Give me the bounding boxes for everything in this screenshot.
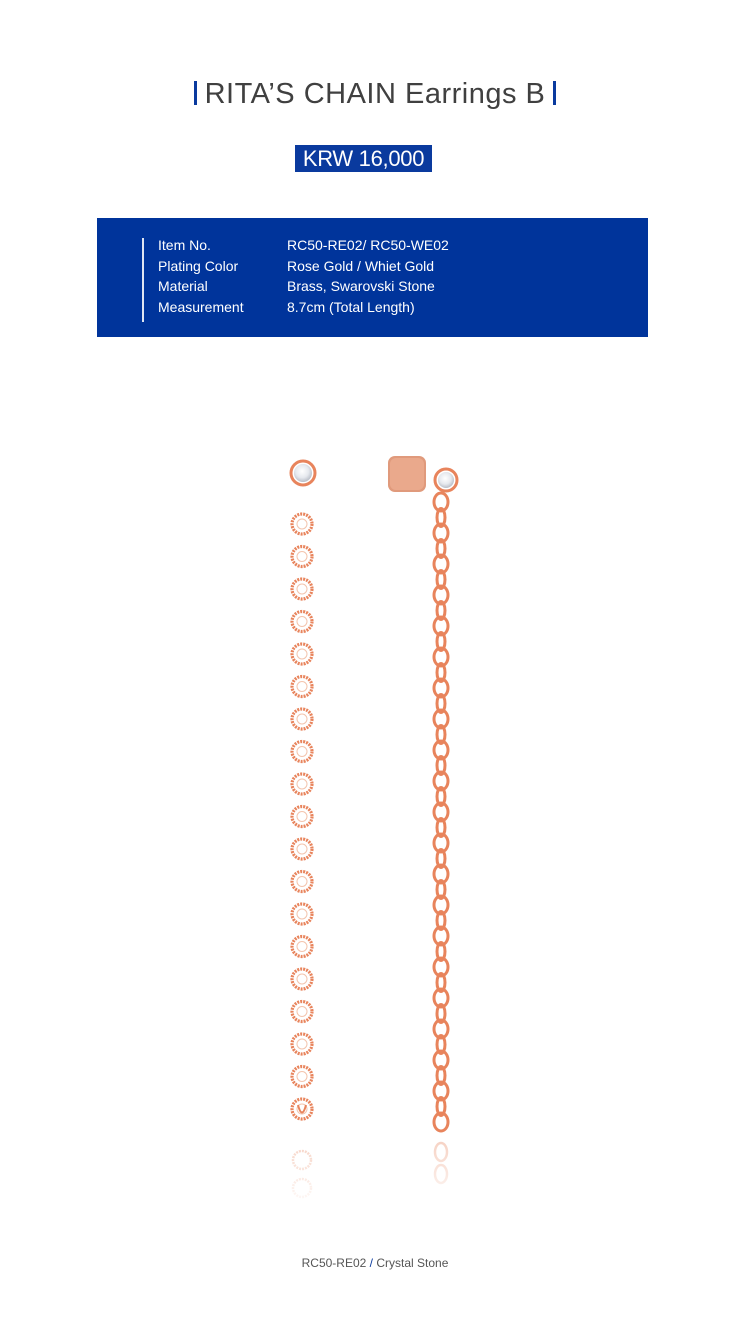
spec-row-material	[158, 276, 435, 296]
chain-link	[292, 839, 312, 859]
product-title	[0, 78, 750, 111]
spec-panel	[97, 218, 648, 337]
caption-code: RC50-RE02	[301, 1256, 367, 1270]
spec-value: Rose Gold / Whiet Gold	[287, 258, 435, 274]
caption-stone: Crystal Stone	[376, 1256, 449, 1270]
product-image	[270, 440, 490, 1210]
caption-separator: /	[369, 1256, 373, 1270]
earrings-illustration	[270, 440, 490, 1210]
chain-link	[292, 1099, 312, 1119]
earring-reflection	[270, 1140, 490, 1210]
chain-link	[292, 612, 312, 632]
spec-label: Plating Color	[158, 258, 239, 274]
chain-link	[292, 937, 312, 957]
title-product: Earrings B	[405, 78, 546, 110]
spec-divider	[142, 238, 144, 322]
spec-value: 8.7cm (Total Length)	[287, 299, 415, 315]
spec-label: Measurement	[158, 299, 244, 315]
spec-value: RC50-RE02/ RC50-WE02	[287, 237, 449, 253]
chain-link	[292, 904, 312, 924]
left-earring	[291, 461, 315, 1119]
chain-link	[292, 709, 312, 729]
chain-link	[292, 742, 312, 762]
spec-value: Brass, Swarovski Stone	[287, 278, 435, 294]
chain-link	[292, 1067, 312, 1087]
chain-link	[292, 677, 312, 697]
right-earring	[388, 456, 457, 1131]
chain-link	[292, 969, 312, 989]
spec-row-plating-color	[158, 256, 434, 276]
spec-row-measurement	[158, 297, 415, 317]
chain-link	[292, 547, 312, 567]
chain-link	[292, 644, 312, 664]
spec-row-item-no	[158, 235, 449, 255]
title-right-bar	[553, 81, 556, 105]
chain-link	[292, 1034, 312, 1054]
spec-label: Material	[158, 278, 208, 294]
title-collection: RITA’S CHAIN	[204, 78, 397, 110]
chain-link	[292, 872, 312, 892]
chain-link	[292, 514, 312, 534]
image-caption	[0, 1256, 750, 1270]
spec-label: Item No.	[158, 237, 211, 253]
chain-link	[292, 807, 312, 827]
chain-link	[292, 1002, 312, 1022]
chain-link	[292, 579, 312, 599]
price-badge: KRW 16,000	[295, 145, 432, 172]
chain-link	[292, 774, 312, 794]
title-left-bar	[194, 81, 197, 105]
